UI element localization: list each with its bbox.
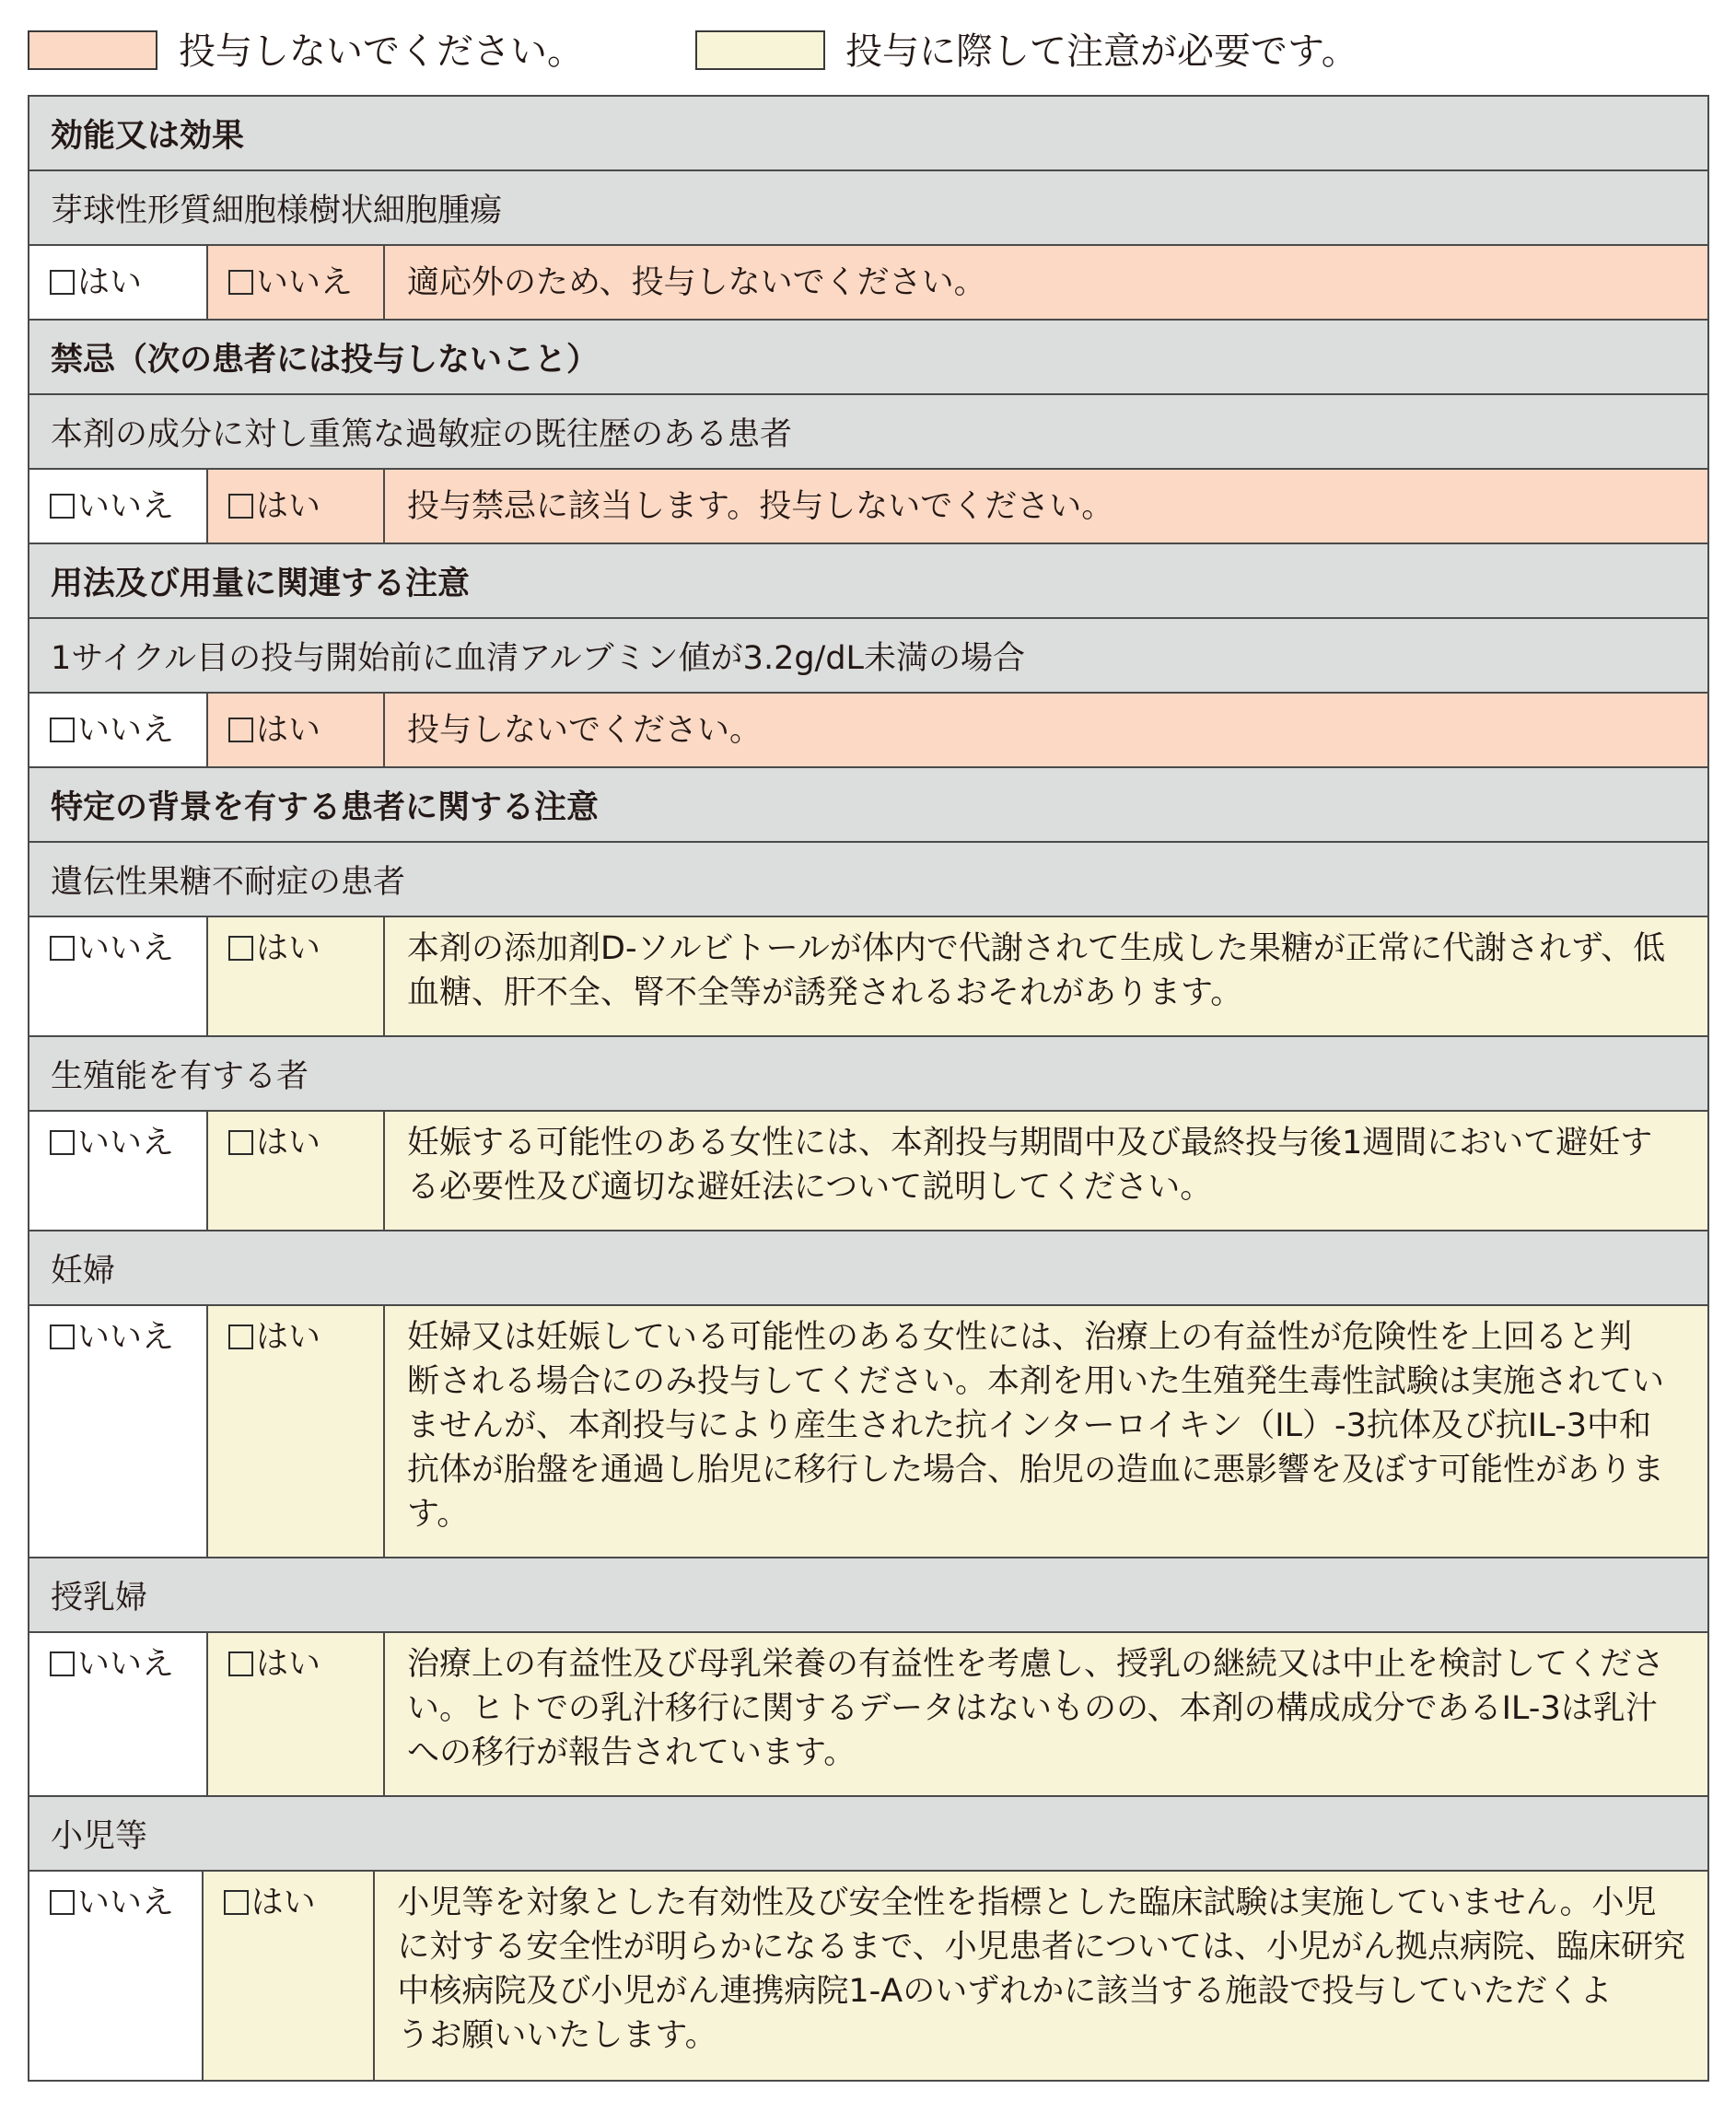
- option-label: はい: [256, 1125, 321, 1161]
- option-label: はい: [77, 263, 143, 301]
- option-yes[interactable]: [208, 1112, 385, 1230]
- guidance-line: 血糖、肝不全、腎不全等が誘発されるおそれがあります。: [407, 974, 1243, 1011]
- option-label: はい: [250, 1885, 316, 1921]
- checkbox[interactable]: [228, 936, 253, 961]
- option-yes[interactable]: [29, 246, 208, 319]
- answer-row-efficacy: [29, 246, 1707, 321]
- legend: [0, 0, 1736, 92]
- guidance-message: [385, 917, 1707, 1035]
- contraindicated-legend-label: 投与しないでください。: [179, 30, 584, 73]
- option-label: いいえ: [77, 1885, 175, 1921]
- checkbox[interactable]: [50, 1130, 75, 1155]
- guidance-line: 妊娠する可能性のある女性には、本剤投与期間中及び最終投与後1週間において避妊す: [407, 1125, 1653, 1161]
- answer-row-children: [29, 1872, 1707, 2080]
- checklist-form: [28, 95, 1709, 2082]
- option-label: はい: [256, 930, 321, 967]
- answer-row-reproductive-potential: [29, 1112, 1707, 1231]
- guidance-message: [385, 1306, 1707, 1557]
- section-heading-dosage: [29, 544, 1707, 619]
- section-heading-background: [29, 768, 1707, 843]
- option-no[interactable]: [29, 470, 208, 543]
- checkbox[interactable]: [50, 936, 75, 961]
- option-label: はい: [256, 1646, 321, 1683]
- option-no[interactable]: [29, 1306, 208, 1557]
- checkbox[interactable]: [50, 494, 75, 519]
- option-yes[interactable]: [208, 470, 385, 543]
- section-heading-efficacy: [29, 97, 1707, 171]
- option-yes[interactable]: [208, 1633, 385, 1795]
- option-yes[interactable]: [208, 1306, 385, 1557]
- guidance-message: [375, 1872, 1707, 2080]
- guidance-message: [385, 1633, 1707, 1795]
- guidance-line: 抗体が胎盤を通過し胎児に移行した場合、胎児の造血に悪影響を及ぼす可能性がありま: [407, 1452, 1665, 1488]
- section-heading-text: 用法及び用量に関連する注意: [51, 565, 471, 602]
- question-reproductive-potential: [29, 1037, 1707, 1112]
- checkbox[interactable]: [50, 270, 75, 295]
- answer-row-fructose-intolerance: [29, 917, 1707, 1037]
- option-no[interactable]: [208, 246, 385, 319]
- section-heading-text: 効能又は効果: [51, 117, 245, 155]
- option-label: いいえ: [77, 1319, 175, 1356]
- option-label: いいえ: [77, 487, 175, 525]
- section-heading-text: 特定の背景を有する患者に関する注意: [51, 788, 600, 826]
- caution-swatch: [695, 30, 825, 70]
- option-no[interactable]: [29, 917, 208, 1035]
- option-label: いいえ: [77, 711, 175, 749]
- option-no[interactable]: [29, 1872, 204, 2080]
- checkbox[interactable]: [50, 1890, 75, 1915]
- question-pregnant: [29, 1231, 1707, 1306]
- question-albumin: [29, 619, 1707, 694]
- question-fructose-intolerance: [29, 843, 1707, 917]
- guidance-text: 適応外のため、投与しないでください。: [407, 263, 986, 301]
- option-label: いいえ: [256, 263, 354, 301]
- guidance-line: への移行が報告されています。: [407, 1734, 856, 1771]
- guidance-text: 投与禁忌に該当します。投与しないでください。: [407, 487, 1114, 525]
- caution-legend-label: 投与に際して注意が必要です。: [845, 30, 1358, 73]
- checkbox[interactable]: [224, 1890, 249, 1915]
- question-text: 本剤の成分に対し重篤な過敏症の既往歴のある患者: [51, 415, 793, 453]
- guidance-line: 小児等を対象とした有効性及び安全性を指標とした臨床試験は実施していません。小児: [397, 1885, 1657, 1921]
- question-text: 1サイクル目の投与開始前に血清アルブミン値が3.2g/dL未満の場合: [51, 639, 1026, 677]
- checkbox[interactable]: [228, 718, 253, 742]
- guidance-message: [385, 470, 1707, 543]
- guidance-line: い。ヒトでの乳汁移行に関するデータはないものの、本剤の構成成分であるIL-3は乳汁: [407, 1690, 1658, 1727]
- answer-row-albumin: [29, 694, 1707, 768]
- checkbox[interactable]: [228, 270, 253, 295]
- option-no[interactable]: [29, 1633, 208, 1795]
- checkbox[interactable]: [228, 1130, 253, 1155]
- question-text: 生殖能を有する者: [51, 1057, 309, 1095]
- checkbox[interactable]: [50, 1651, 75, 1676]
- guidance-line: 中核病院及び小児がん連携病院1-Aのいずれかに該当する施設で投与していただくよ: [397, 1973, 1613, 2010]
- option-label: いいえ: [77, 1646, 175, 1683]
- checkbox[interactable]: [228, 1325, 253, 1349]
- question-efficacy: [29, 171, 1707, 246]
- guidance-message: [385, 246, 1707, 319]
- guidance-line: 妊婦又は妊娠している可能性のある女性には、治療上の有益性が危険性を上回ると判: [407, 1319, 1633, 1356]
- option-yes[interactable]: [208, 917, 385, 1035]
- answer-row-hypersensitivity: [29, 470, 1707, 544]
- guidance-message: [385, 1112, 1707, 1230]
- checkbox[interactable]: [50, 718, 75, 742]
- question-children: [29, 1797, 1707, 1872]
- guidance-message: [385, 694, 1707, 766]
- answer-row-lactating: [29, 1633, 1707, 1797]
- answer-row-pregnant: [29, 1306, 1707, 1558]
- question-lactating: [29, 1558, 1707, 1633]
- option-yes[interactable]: [208, 694, 385, 766]
- checkbox[interactable]: [228, 1651, 253, 1676]
- option-label: はい: [256, 1319, 321, 1356]
- option-label: いいえ: [77, 930, 175, 967]
- question-text: 遺伝性果糖不耐症の患者: [51, 863, 406, 901]
- guidance-line: 治療上の有益性及び母乳栄養の有益性を考慮し、授乳の継続又は中止を検討してくださ: [407, 1646, 1665, 1683]
- guidance-line: る必要性及び適切な避妊法について説明してください。: [407, 1169, 1213, 1206]
- option-no[interactable]: [29, 1112, 208, 1230]
- guidance-line: うお願いいたします。: [397, 2017, 717, 2054]
- question-text: 小児等: [51, 1817, 148, 1855]
- guidance-line: に対する安全性が明らかになるまで、小児患者については、小児がん拠点病院、臨床研究: [397, 1929, 1685, 1966]
- option-yes[interactable]: [204, 1872, 376, 2080]
- guidance-line: 本剤の添加剤D-ソルビトールが体内で代謝されて生成した果糖が正常に代謝されず、低: [407, 930, 1666, 967]
- option-label: いいえ: [77, 1125, 175, 1161]
- section-heading-text: 禁忌（次の患者には投与しないこと）: [51, 341, 600, 379]
- question-text: 授乳婦: [51, 1579, 148, 1616]
- checkbox[interactable]: [50, 1325, 75, 1349]
- option-label: はい: [256, 711, 321, 749]
- question-hypersensitivity: [29, 395, 1707, 470]
- question-text: 芽球性形質細胞様樹状細胞腫瘍: [51, 192, 503, 229]
- section-heading-contraindication: [29, 321, 1707, 395]
- contraindicated-swatch: [28, 30, 157, 70]
- guidance-line: す。: [407, 1496, 470, 1533]
- checkbox[interactable]: [228, 494, 253, 519]
- question-text: 妊婦: [51, 1252, 116, 1290]
- guidance-line: 断される場合にのみ投与してください。本剤を用いた生殖発生毒性試験は実施されてい: [407, 1363, 1665, 1400]
- guidance-text: 投与しないでください。: [407, 711, 763, 749]
- guidance-line: ませんが、本剤投与により産生された抗インターロイキン（IL）-3抗体及び抗IL-3中和: [407, 1407, 1652, 1444]
- option-no[interactable]: [29, 694, 208, 766]
- option-label: はい: [256, 487, 321, 525]
